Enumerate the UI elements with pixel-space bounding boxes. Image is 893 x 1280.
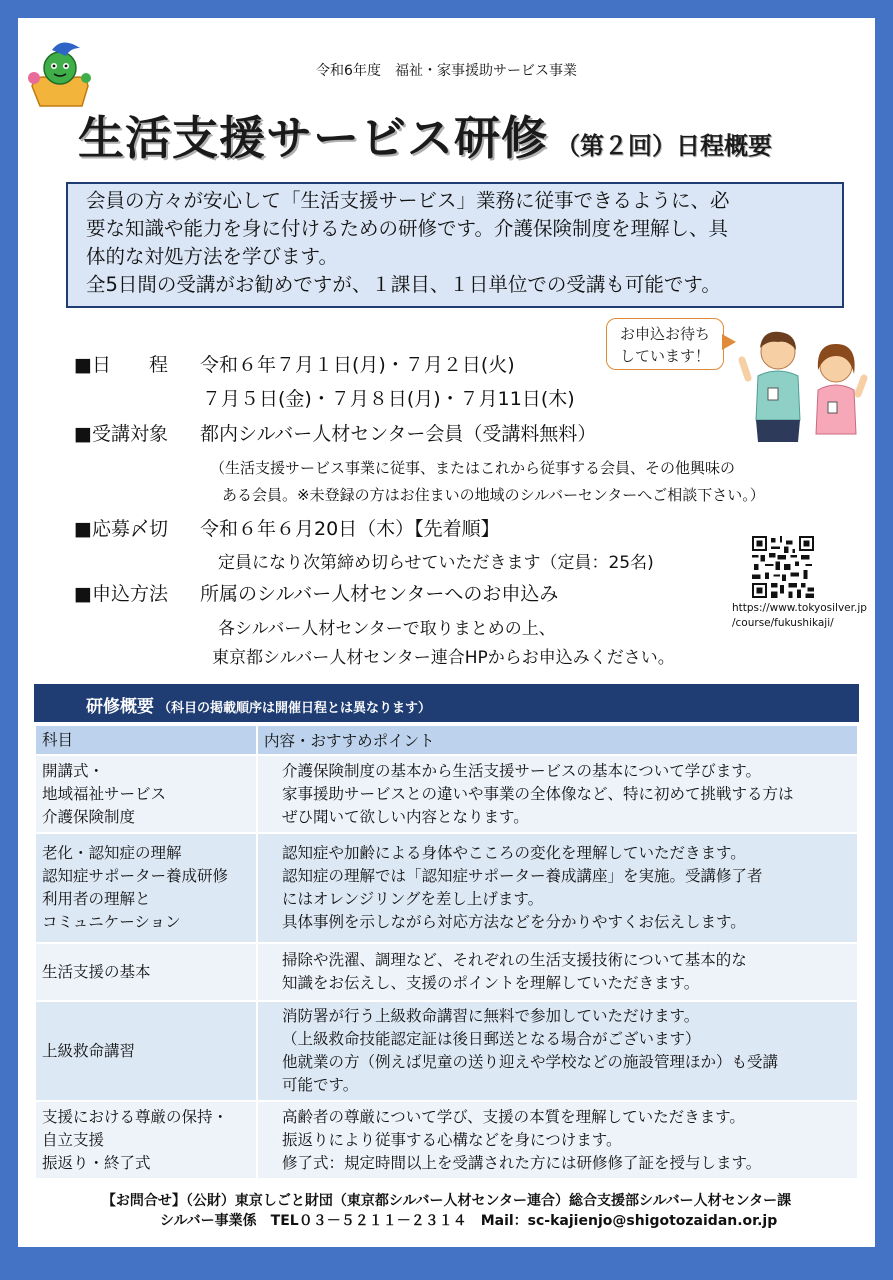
intro-line: 要な知識や能力を身に付けるための研修です。介護保険制度を理解し、具 <box>86 217 728 240</box>
content-cell <box>257 1101 858 1179</box>
content-cell <box>257 833 858 943</box>
qr-code-icon[interactable] <box>752 536 814 598</box>
content-line: 認知症の理解では「認知症サポーター養成講座」を実施。受講修了者 <box>282 867 763 885</box>
overview-header <box>34 684 859 722</box>
header-subject: 科目 <box>35 725 257 755</box>
content-cell <box>257 755 858 833</box>
content-line: 可能です。 <box>282 1076 359 1094</box>
bubble-line: お申込お待ち <box>619 325 710 343</box>
deadline-label: ■応募〆切 <box>74 518 168 540</box>
table-row <box>35 1001 858 1101</box>
program-subtitle: 令和6年度 福祉・家事援助サービス事業 <box>316 63 577 79</box>
subject-line: 自立支援 <box>42 1130 105 1149</box>
contact-line-1: 【お問合せ】（公財）東京しごと財団（東京都シルバー人材センター連合）総合支援部シルバー人材センター課 <box>101 1193 792 1209</box>
subject-cell <box>35 833 257 943</box>
content-line: 高齢者の尊厳について学び、支援の本質を理解していただきます。 <box>282 1107 745 1126</box>
overview-subtitle: （科目の掲載順序は開催日程とは異なります） <box>158 701 432 716</box>
subject-cell <box>35 755 257 833</box>
header-content: 内容・おすすめポイント <box>257 725 858 755</box>
qr-url-line-1[interactable]: https://www.tokyosilver.jp <box>732 602 867 614</box>
table-row <box>35 1101 858 1179</box>
staff-illustration-icon <box>738 316 868 444</box>
subject-line: 介護保険制度 <box>42 807 136 826</box>
subject-line: 生活支援の基本 <box>42 962 151 981</box>
subject-line: 利用者の理解と <box>42 890 151 908</box>
content-line: 掃除や洗濯、調理など、それぞれの生活支援技術について基本的な <box>282 951 747 969</box>
title-main: 生活支援サービス研修 <box>78 111 548 165</box>
content-line: （上級救命技能認定証は後日郵送となる場合がございます） <box>282 1030 701 1048</box>
subject-line: 振返り・終了式 <box>42 1153 151 1172</box>
content-line: 修了式：規定時間以上を受講された方には研修修了証を授与します。 <box>282 1153 762 1172</box>
subject-cell <box>35 1101 257 1179</box>
content-line: にはオレンジリングを差し上げます。 <box>282 890 544 908</box>
content-line: 消防署が行う上級救命講習に無料で参加していただけます。 <box>282 1007 700 1025</box>
content-line: 家事援助サービスとの違いや事業の全体像など、特に初めて挑戦する方は <box>282 784 794 803</box>
target-note-2: ある会員。※未登録の方はお住まいの地域のシルバーセンターへご相談下さい。） <box>222 486 765 504</box>
overview-title-wrap <box>86 692 431 717</box>
deadline-row <box>74 514 500 541</box>
apply-value: 所属のシルバー人材センターへのお申込み <box>200 583 559 605</box>
qr-url-line-2[interactable]: /course/fukushikaji/ <box>732 617 834 629</box>
speech-bubble-tail <box>722 334 736 350</box>
target-row <box>74 419 596 446</box>
page-title <box>78 102 772 168</box>
content-cell <box>257 943 858 1001</box>
intro-line: 全5日間の受講がお勧めですが、１課目、１日単位での受講も可能です。 <box>86 273 721 296</box>
subject-line: 認知症サポーター養成研修 <box>42 867 229 885</box>
intro-line: 体的な対処方法を学びます。 <box>86 245 338 268</box>
content-line: 認知症や加齢による身体やこころの変化を理解していただきます。 <box>282 844 746 862</box>
schedule-row <box>74 350 515 377</box>
content-line: 他就業の方（例えば児童の送り迎えや学校などの施設管理ほか）も受講 <box>282 1053 779 1071</box>
subject-line: 支援における尊厳の保持・ <box>42 1107 229 1126</box>
schedule-dates-2: ７月５日(金)・７月８日(月)・７月11日(木) <box>202 388 575 410</box>
table-row <box>35 755 858 833</box>
apply-row <box>74 579 558 606</box>
table-row <box>35 833 858 943</box>
title-sub: （第２回）日程概要 <box>556 132 772 160</box>
subject-cell <box>35 1001 257 1101</box>
deadline-value: 令和６年６月20日（木）【先着順】 <box>200 518 500 540</box>
content-cell <box>257 1001 858 1101</box>
table-header-row <box>35 725 858 755</box>
intro-box <box>66 182 844 308</box>
apply-label: ■申込方法 <box>74 583 168 605</box>
subject-line: 上級救命講習 <box>42 1041 136 1060</box>
content-line: ぜひ聞いて欲しい内容となります。 <box>282 807 529 826</box>
subject-line: コミュニケーション <box>42 913 181 931</box>
content-line: 振返りにより従事する心構などを身につけます。 <box>282 1130 622 1149</box>
speech-bubble <box>606 318 724 370</box>
apply-note-1: 各シルバー人材センターで取りまとめの上、 <box>218 619 556 639</box>
target-value: 都内シルバー人材センター会員（受講料無料） <box>200 423 597 445</box>
bubble-line: しています！ <box>619 347 710 365</box>
overview-table <box>34 724 859 1180</box>
subject-line: 地域福祉サービス <box>42 784 167 803</box>
intro-line: 会員の方々が安心して「生活支援サービス」業務に従事できるように、必 <box>86 189 730 212</box>
content-line: 知識をお伝えし、支援のポイントを理解していただきます。 <box>282 974 700 992</box>
target-note-1: （生活支援サービス事業に従事、またはこれから従事する会員、その他興味の <box>210 459 736 477</box>
contact-line-2: シルバー事業係 TEL０３－５２１１－２３１４ Mail：sc-kajienjo@shigotozaidan.or.jp <box>160 1213 778 1229</box>
deadline-note: 定員になり次第締め切らせていただきます（定員：25名) <box>218 553 654 573</box>
subject-line: 開講式・ <box>42 761 105 780</box>
overview-title: 研修概要 <box>86 697 154 717</box>
table-row <box>35 943 858 1001</box>
content-line: 介護保険制度の基本から生活支援サービスの基本について学びます。 <box>282 761 761 780</box>
schedule-dates-1: 令和６年７月１日(月)・７月２日(火) <box>200 354 515 376</box>
subject-cell <box>35 943 257 1001</box>
target-label: ■受講対象 <box>74 423 168 445</box>
subject-line: 老化・認知症の理解 <box>42 844 182 862</box>
schedule-label: ■日 程 <box>74 354 168 376</box>
apply-note-2: 東京都シルバー人材センター連合HPからお申込みください。 <box>212 648 675 668</box>
content-line: 具体事例を示しながら対応方法などを分かりやすくお伝えします。 <box>282 913 746 931</box>
